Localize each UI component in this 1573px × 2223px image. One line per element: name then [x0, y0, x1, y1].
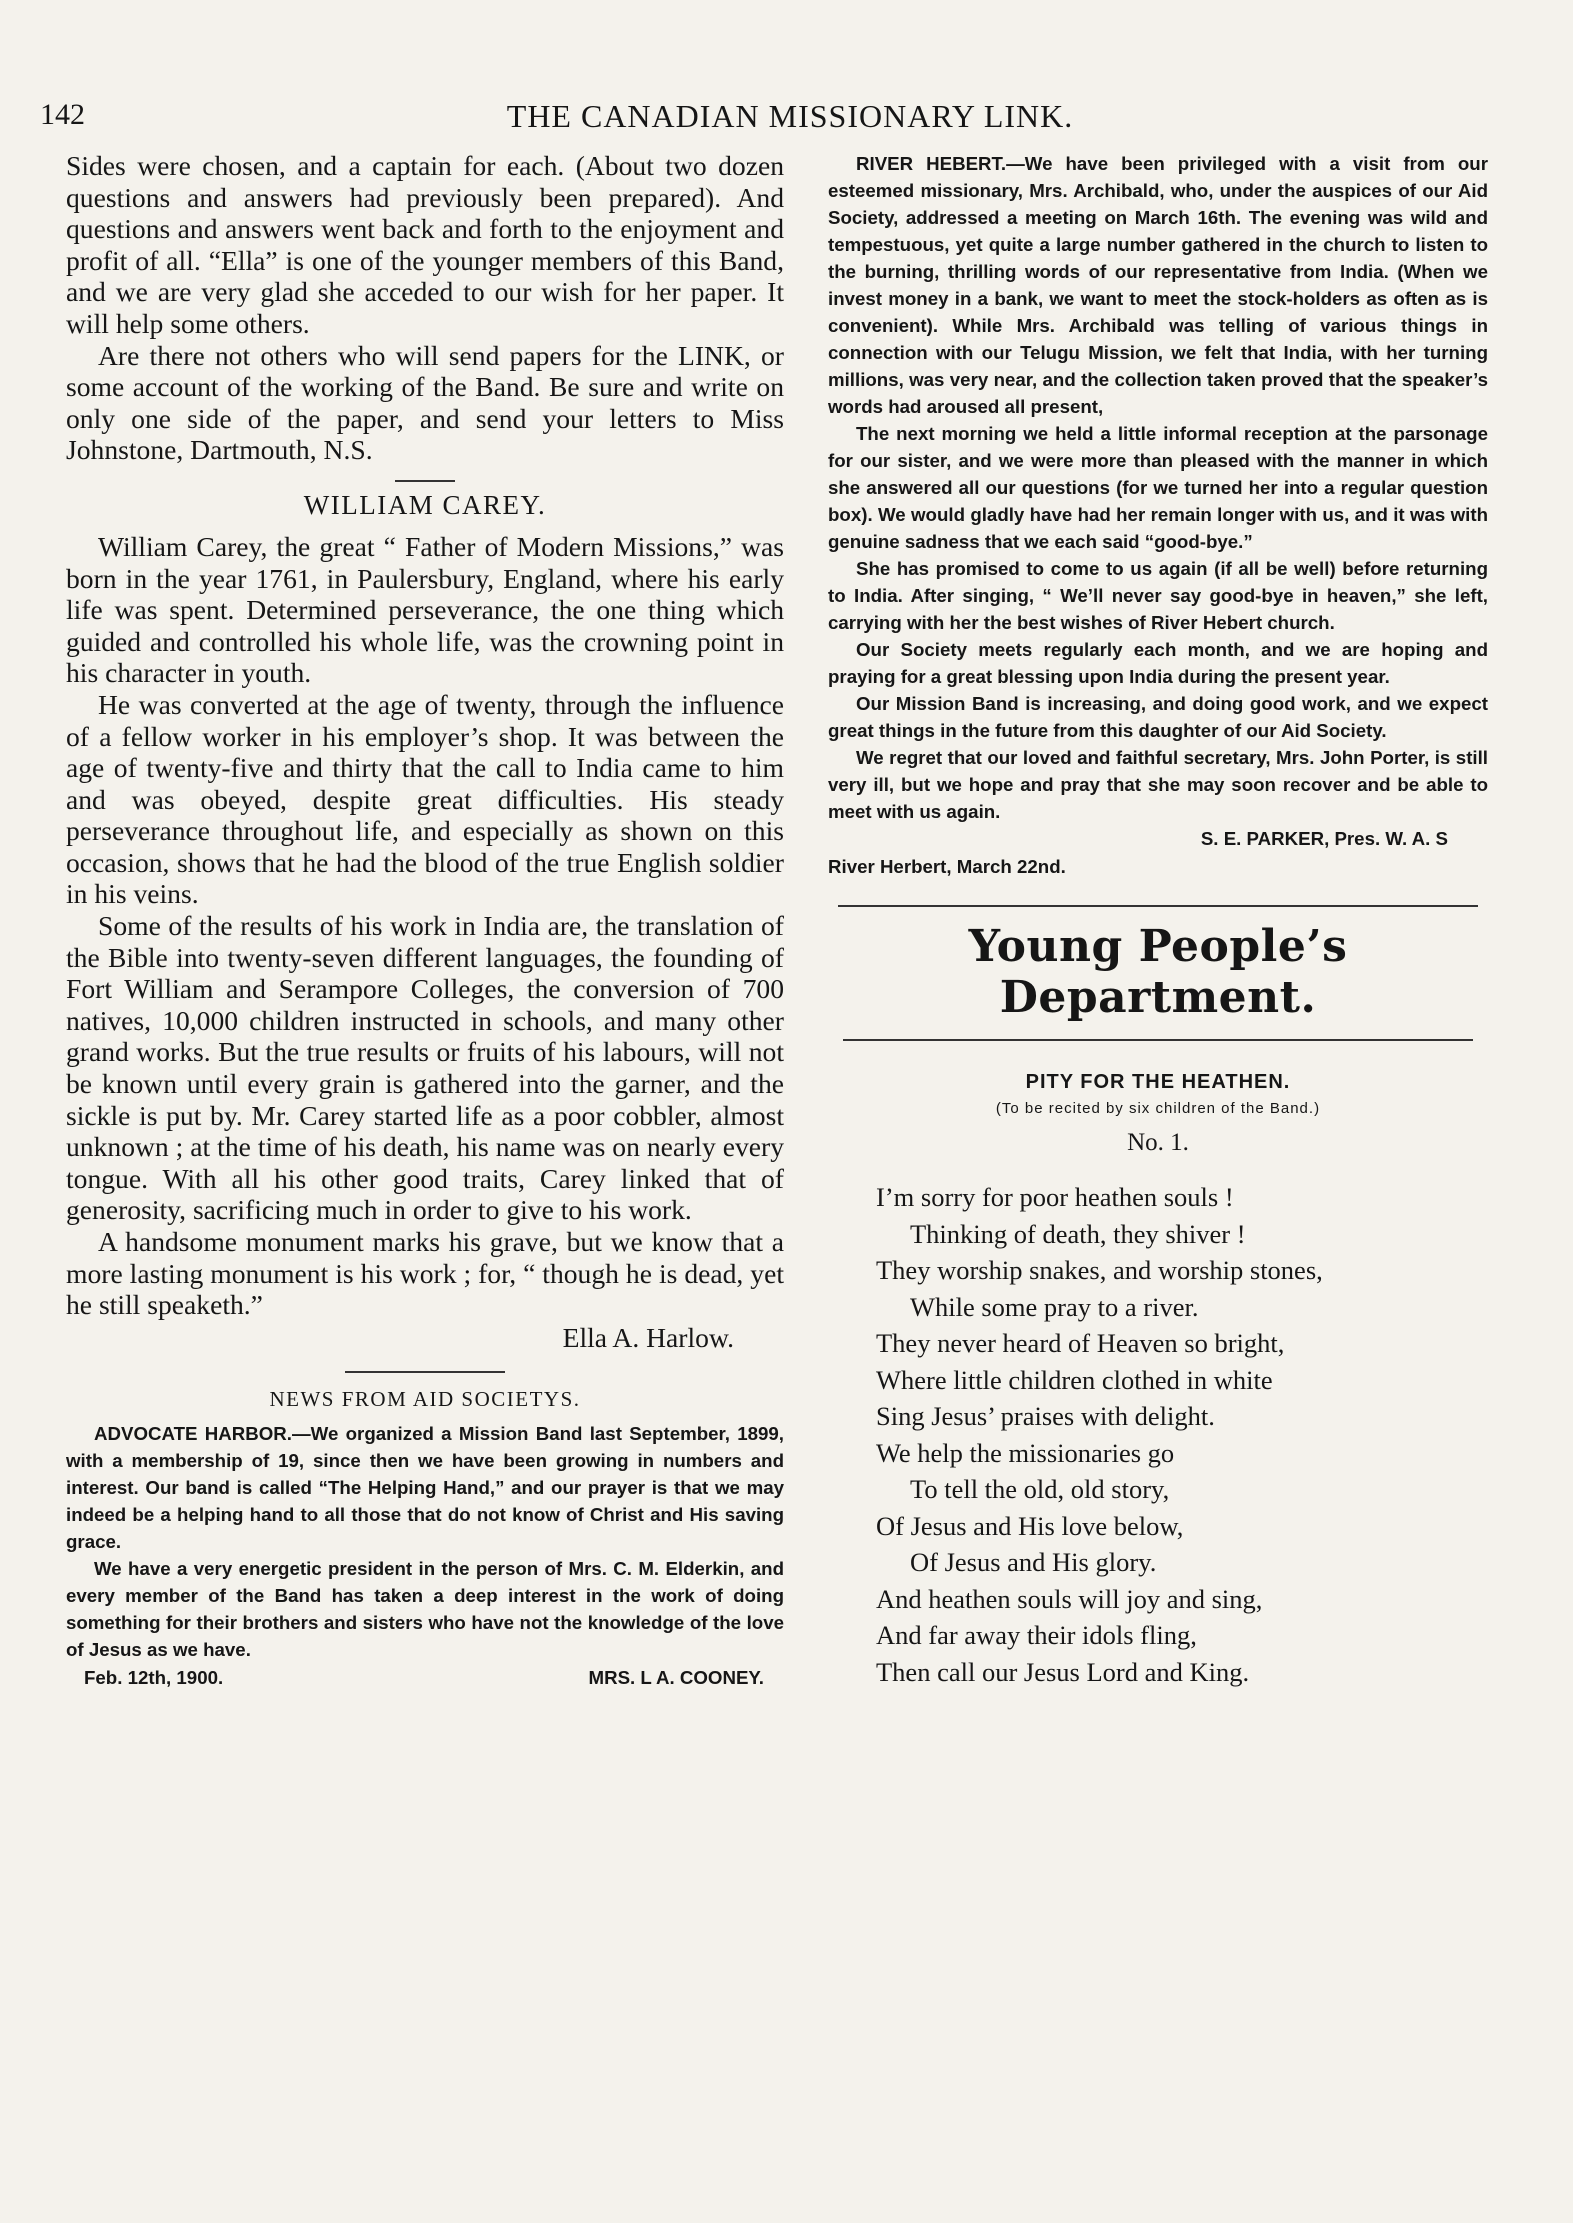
carey-paragraph-3: Some of the results of his work in India are, the translation of the Bible into twenty-seven different languages, the founding of Fort William and Serampore Colleges, the conversion of 700 natives, 10,000 children instructed in schools, and many other grand works. But the true results or fruits of his labours, will not be known until every grain is gathered into the garner, and the sickle is put by. Mr. Carey started life as a poor cobbler, almost unknown ; at the time of his death, his name was on nearly every tongue. With all his other good traits, Carey linked that of generosity, sacrificing much in order to give to his work.	[66, 910, 784, 1226]
news-paragraph-2: We have a very energetic president in the person of Mrs. C. M. Elderkin, and every member of the Band has taken a deep interest in the work of doing something for their brothers and sisters who have not the knowledge of the love of Jesus as we have.	[66, 1557, 784, 1660]
poem-line: Of Jesus and His love below,	[876, 1510, 1184, 1541]
page-header	[40, 98, 1540, 138]
river-hebert-text: —We have been privileged with a visit from our esteemed missionary, Mrs. Archibald, who, under the auspices of our Aid Society, addressed a meeting on March 16th. The evening was wild and tempestuous, yet quite a large number gathered in the church to listen to the burning, thrilling words of our representative from India. (When we invest money in a bank, we want to meet the stock-holders as often as is convenient). While Mrs. Archibald was telling of various things in connection with our Telugu Mission, we felt that India, with her turning millions, was very near, and the collection taken proved that the speaker’s words had aroused all present,	[828, 153, 1488, 417]
news-signature-row	[66, 1663, 784, 1689]
poem-line: To tell the old, old story,	[910, 1474, 1170, 1504]
poem-line: While some pray to a river.	[910, 1291, 1199, 1322]
poem	[828, 1179, 1488, 1690]
river-hebert-paragraph-6: We regret that our loved and faithful secretary, Mrs. John Porter, is still very ill, but we hope and pray that she may soon recover and be able to meet with us again.	[828, 747, 1488, 822]
poem-line: And heathen souls will joy and sing,	[876, 1583, 1263, 1614]
river-hebert-place-date: River Herbert, March 22nd.	[828, 856, 1066, 877]
section-divider	[843, 1039, 1473, 1041]
intro-paragraph-2: Are there not others who will send papers for the LINK, or some account of the working of the Band. Be sure and write on only one side of the paper, and send your letters to Miss Johnstone, Dartmouth, N.S.	[66, 339, 784, 466]
poem-line: Where little children clothed in white	[876, 1364, 1273, 1395]
department-heading: Young People’s Department.	[968, 921, 1348, 1023]
river-hebert-paragraph-4: Our Society meets regularly each month, and we are hoping and praying for a great blessing upon India during the present year.	[828, 639, 1488, 687]
poem-line: Thinking of death, they shiver !	[910, 1218, 1246, 1249]
intro-paragraph-1: Sides were chosen, and a captain for each. (About two dozen questions and answers had previously been prepared). And questions and answers went back and forth to the enjoyment and profit of all. “Ella” is one of the younger members of this Band, and we are very glad she acceded to our wish for her paper. It will help some others.	[66, 150, 784, 339]
news-paragraph-1	[66, 1420, 784, 1555]
river-hebert-paragraph-2: The next morning we held a little informal reception at the parsonage for our sister, and we were more than pleased with the manner in which she answered all our questions (for we turned her into a regular question box). We would gladly have had her remain longer with us, and it was with genuine sadness that we each said “good-bye.”	[828, 423, 1488, 552]
carey-signature: Ella A. Harlow.	[562, 1321, 734, 1353]
section-divider	[395, 480, 455, 482]
page-number: 142	[40, 98, 85, 131]
poem-number: No. 1.	[1127, 1129, 1189, 1156]
river-hebert-lead: RIVER HEBERT.	[856, 153, 1007, 174]
right-column	[828, 150, 1488, 1690]
carey-paragraph-2: He was converted at the age of twenty, through the influence of a fellow worker in his employer’s shop. It was between the age of twenty-five and thirty that the call to India came to him and was obeyed, despite great difficulties. His steady perseverance throughout life, and especially as shown on this occasion, shows that he had the blood of the true English soldier in his veins.	[66, 688, 784, 910]
news-text: —We organized a Mission Band last September, 1899, with a membership of 19, since then we have been growing in numbers and interest. Our band is called “The Helping Hand,” and our prayer is that we may indeed be a helping hand to all those that do not know of Christ and His saving grace.	[66, 1422, 784, 1552]
section-divider	[345, 1371, 505, 1373]
poem-line: Of Jesus and His glory.	[910, 1547, 1157, 1577]
carey-heading: WILLIAM CAREY.	[303, 489, 547, 520]
news-date: Feb. 12th, 1900.	[84, 1666, 224, 1688]
section-divider	[838, 905, 1478, 907]
running-title: THE CANADIAN MISSIONARY LINK.	[506, 98, 1074, 134]
poem-line: They never heard of Heaven so bright,	[876, 1328, 1285, 1358]
poem-title: PITY FOR THE HEATHEN.	[1025, 1071, 1291, 1093]
poem-line: Sing Jesus’ praises with delight.	[876, 1401, 1215, 1431]
poem-line: And far away their idols fling,	[876, 1620, 1197, 1650]
left-column	[66, 150, 784, 1689]
poem-subtitle: (To be recited by six children of the Band.)	[995, 1100, 1321, 1117]
carey-paragraph-1: William Carey, the great “ Father of Modern Missions,” was born in the year 1761, in Paulersbury, England, where his early life was spent. Determined perseverance, the one thing which guided and controlled his whole life, was the crowning point in his character in youth.	[66, 530, 784, 689]
news-heading: NEWS FROM AID SOCIETYS.	[269, 1386, 581, 1411]
carey-paragraph-4: A handsome monument marks his grave, but we know that a more lasting monument is his work ; for, “ though he is dead, yet he still speaketh.”	[66, 1226, 784, 1321]
news-signature: MRS. L A. COONEY.	[588, 1666, 764, 1688]
river-hebert-paragraph-3: She has promised to come to us again (if all be well) before returning to India. After singing, “ We’ll never say good-bye in heaven,” she left, carrying with her the best wishes of River Hebert church.	[828, 558, 1488, 633]
river-hebert-paragraph-1	[828, 150, 1488, 420]
poem-line: We help the missionaries go	[876, 1437, 1175, 1468]
poem-line: They worship snakes, and worship stones,	[876, 1255, 1323, 1285]
news-lead: ADVOCATE HARBOR.	[94, 1422, 292, 1444]
river-hebert-signature: S. E. PARKER, Pres. W. A. S	[1200, 828, 1448, 849]
poem-line: I’m sorry for poor heathen souls !	[876, 1182, 1234, 1212]
river-hebert-paragraph-5: Our Mission Band is increasing, and doing good work, and we expect great things in the future from this daughter of our Aid Society.	[828, 693, 1488, 741]
poem-line: Then call our Jesus Lord and King.	[876, 1656, 1250, 1687]
